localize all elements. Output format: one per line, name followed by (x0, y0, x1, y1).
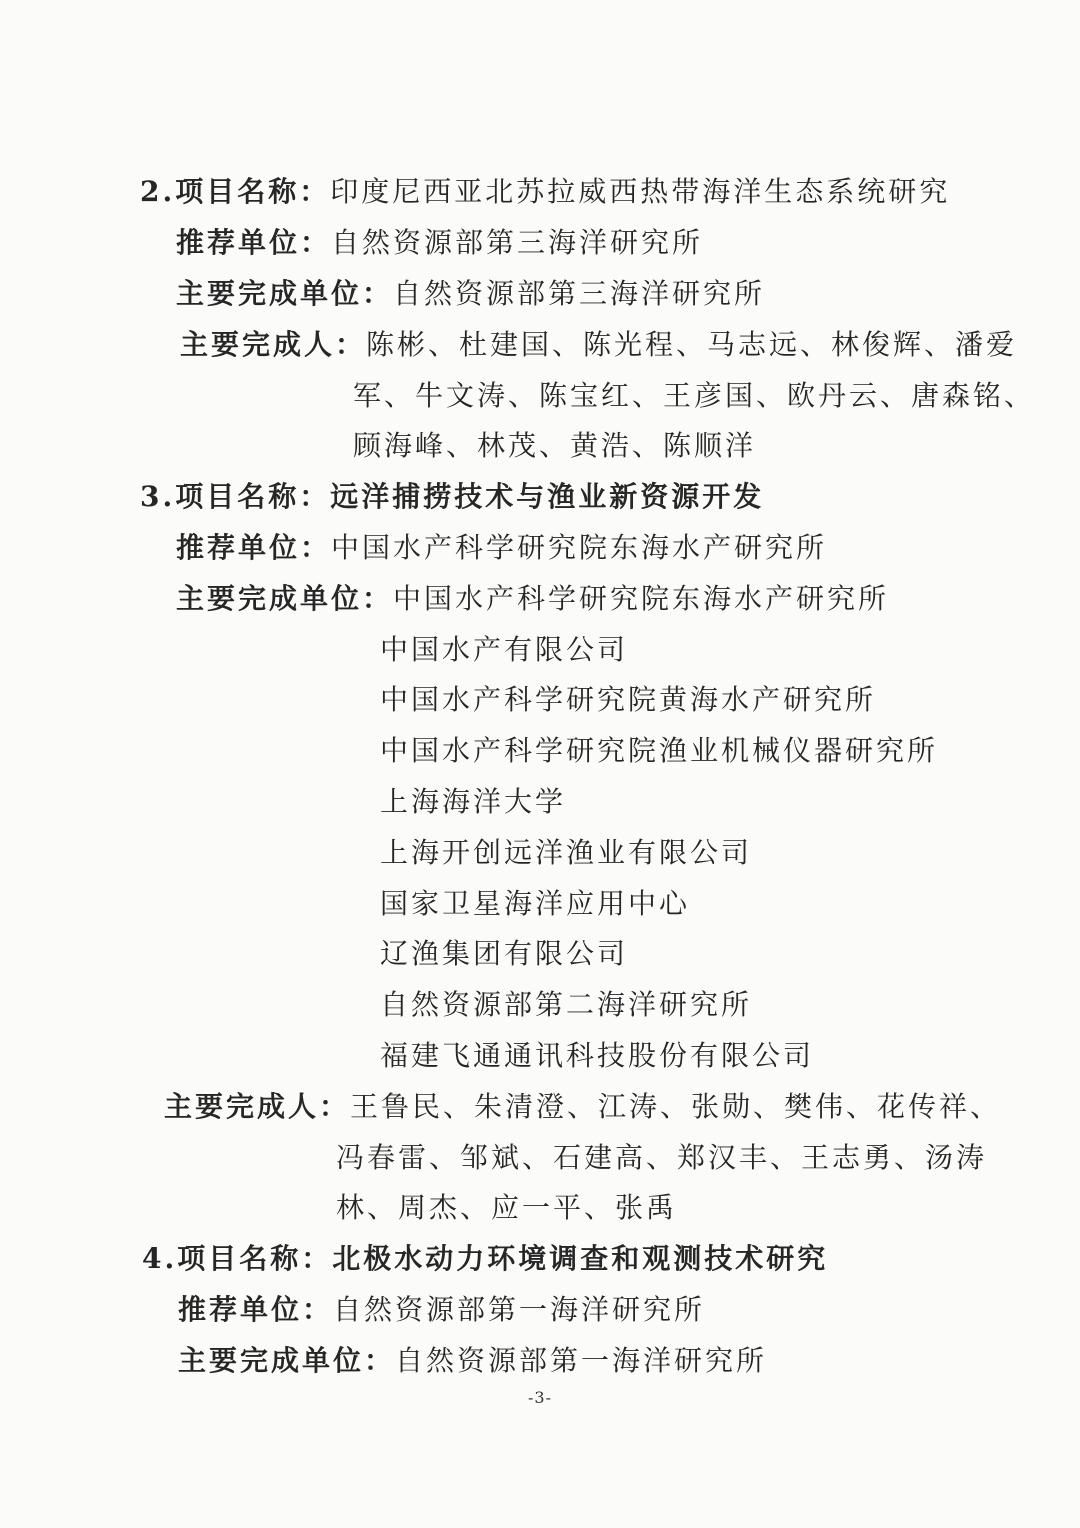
project-3-recommender-label: 推荐单位： (176, 531, 332, 564)
project-3-unit: 中国水产科学研究院东海水产研究所 (393, 582, 890, 615)
project-3-recommender-row (176, 528, 827, 568)
project-3-unit: 中国水产科学研究院黄海水产研究所 (380, 683, 877, 716)
project-4-title-label: 4.项目名称： (142, 1242, 333, 1275)
project-2-people-label: 主要完成人： (180, 328, 367, 361)
project-2-people-line: 陈彬、杜建国、陈光程、马志远、林俊辉、潘爱 (366, 328, 1018, 361)
project-4-unit: 自然资源部第一海洋研究所 (395, 1344, 768, 1377)
project-3-unit: 辽渔集团有限公司 (380, 937, 629, 970)
project-3-unit: 上海开创远洋渔业有限公司 (380, 836, 753, 869)
project-2-people-line: 顾海峰、林茂、黄浩、陈顺洋 (353, 429, 757, 462)
project-2-title-row (140, 172, 950, 212)
project-3-unit: 自然资源部第二海洋研究所 (380, 988, 753, 1021)
project-3-people-line: 冯春雷、邹斌、石建高、郑汉丰、王志勇、汤涛 (336, 1141, 988, 1174)
project-3-people-label: 主要完成人： (164, 1090, 351, 1123)
project-3-unit: 中国水产有限公司 (380, 633, 629, 666)
project-4-recommender: 自然资源部第一海洋研究所 (333, 1293, 706, 1326)
project-4-units-row (178, 1341, 767, 1381)
project-3-title-row (140, 477, 764, 517)
project-3-people-row (164, 1087, 1001, 1127)
project-2-recommender-label: 推荐单位： (176, 226, 332, 259)
project-2-people-row (180, 325, 1017, 365)
project-3-unit: 国家卫星海洋应用中心 (380, 887, 691, 920)
page-number: -3- (528, 1388, 552, 1407)
project-3-unit: 上海海洋大学 (380, 785, 567, 818)
project-3-recommender: 中国水产科学研究院东海水产研究所 (331, 531, 828, 564)
project-4-recommender-row (178, 1290, 705, 1330)
project-4-units-label: 主要完成单位： (178, 1344, 396, 1377)
project-2-units-row (176, 274, 765, 314)
project-4-recommender-label: 推荐单位： (178, 1293, 334, 1326)
project-2-unit: 自然资源部第三海洋研究所 (393, 277, 766, 310)
project-3-title-label: 3.项目名称： (140, 480, 331, 513)
project-3-units-row (176, 579, 889, 619)
project-2-recommender-row (176, 223, 703, 263)
project-3-unit: 中国水产科学研究院渔业机械仪器研究所 (380, 734, 939, 767)
project-2-title: 印度尼西亚北苏拉威西热带海洋生态系统研究 (330, 175, 951, 208)
project-2-units-label: 主要完成单位： (176, 277, 394, 310)
project-3-units-label: 主要完成单位： (176, 582, 394, 615)
project-4-title-row (142, 1239, 828, 1279)
project-2-recommender: 自然资源部第三海洋研究所 (331, 226, 704, 259)
project-2-people-line: 军、牛文涛、陈宝红、王彦国、欧丹云、唐森铭、 (353, 379, 1036, 412)
project-4-title: 北极水动力环境调查和观测技术研究 (332, 1242, 829, 1275)
project-3-title: 远洋捕捞技术与渔业新资源开发 (330, 480, 765, 513)
project-2-title-label: 2.项目名称： (140, 175, 331, 208)
project-3-people-line: 王鲁民、朱清澄、江涛、张勋、樊伟、花传祥、 (350, 1090, 1002, 1123)
project-3-people-line: 林、周杰、应一平、张禹 (336, 1191, 678, 1224)
project-3-unit: 福建飞通通讯科技股份有限公司 (380, 1039, 815, 1072)
